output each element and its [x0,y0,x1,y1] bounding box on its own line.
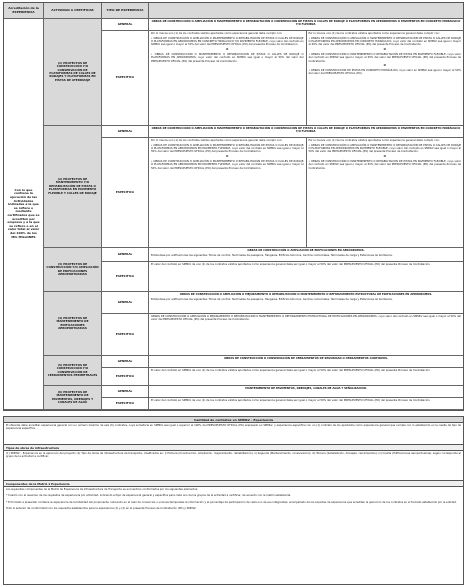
activity-cell: (3) PROYECTOS DE CONSTRUCCIÓN Y/O AMPLIACIÓN DE EDIFICACIONES AEROPORTUARIAS [44,248,102,292]
description-cell [149,126,463,138]
document-page [3,2,464,585]
description-cell [149,356,463,368]
section-components-body [3,487,464,585]
description-line: OBRAS DE CONSTRUCCIÓN O AMPLIACIÓN DE EDIFICACIONES EN AERÓDROMOS. [247,249,365,252]
tipo-cell: GENERAL [102,126,149,138]
description-line: • OBRAS DE CONSTRUCCIÓN O AMPLIACIÓN O MANTENIMIENTO O REHABILITACIÓN DE PISTAS O CALLES DE RODAJE O PLATAFORMAS EN AERÓDROMOS EN PAVIMENTO FLEXIBLE, cuyo valor del contrato en SMMLV sea igual o mayor al 50% del valor del PRESUPUESTO OFICIAL (PO) del presente Proceso de Contratación. [151,143,304,154]
description-right-column [306,138,464,247]
header-actividad: ACTIVIDAD A CERTIFICAR [44,3,102,19]
description-line: O [383,64,386,68]
tipo-cell: ESPECÍFICA [102,138,149,248]
description-line: O [383,155,386,159]
section-title: Cantidad de contratos en SMMLV – Experiencia [3,416,464,423]
tipo-cell: GENERAL [102,356,149,368]
activity-cell: (2) PROYECTOS DE MANTENIMIENTO Y/O REHABILITACIÓN DE PISTAS O PLATAFORMAS EN PAVIMENTO FLEXIBLE Y CALLES DE RODAJE [44,126,102,248]
description-line: Por lo menos uno (1) de los contratos válidos aportados como experiencia general debe cumplir con: [308,32,440,35]
description-line: O [383,48,386,52]
description-line: • OBRAS DE CONSTRUCCIÓN O MANTENIMIENTO O REHABILITACIÓN DE PISTAS EN PAVIMENTO FLEXIBLE, cuyo valor del contrato en SMMLV sea igual o mayor al 50% del valor del PRESUPUESTO OFICIAL (PO) del presente Proceso de Contratación. [308,52,461,63]
description-line: • OBRAS DE CONSTRUCCIÓN O AMPLIACIÓN O MANTENIMIENTO O REHABILITACIÓN DE PISTAS O CALLES DE RODAJE O PLATAFORMAS EN AERÓDROMOS EN CONCRETO HIDRÁULICO Y/O PAVIMENTO FLEXIBLE, cuyo valor del contrato en SMMLV sea igual o mayor al 50% del valor del PRESUPUESTO OFICIAL (PO) del presente Proceso de Contratación. [151,36,304,47]
description-line: • OBRAS DE CONSTRUCCIÓN O MANTENIMIENTO O REHABILITACIÓN DE PISTAS O CALLES DE RODAJE O PLATAFORMAS EN AERÓDROMOS, cuyo valor del contrato en SMMLV sea igual o mayor al 50% del valor del PRESUPUESTO OFICIAL (PO) del presente Proceso de Contratación. [151,52,304,63]
experience-matrix-table [3,2,464,411]
description-line: Entiéndase por edificaciones las siguientes: Torres de control, Terminales de pasajeros, Hangares, Edificios técnicos, Centros comerciales, Terminales de carga y Estaciones de bomberos. [151,297,393,301]
section-paragraph-1: El oferente debe acreditar experiencia general con un número máximo de seis (6) contratos, cuya sumatoria en SMMLV sea igual o superior al 100% del PRESUPUESTO OFICIAL (PO) expresado en SMMLV, y experiencia específica con un (1) contrato de los aportados como experiencia general que cumpla con lo establecido en la casilla de tipo de experiencia específica. [3,423,464,445]
description-line: • OBRAS DE CONSTRUCCIÓN O AMPLIACIÓN O MANTENIMIENTO O REHABILITACIÓN DE PISTAS O CALLES DE RODAJE O PLATAFORMAS EN AERÓDROMOS EN CONCRETO HIDRÁULICO, cuyo valor del contrato en SMMLV sea igual o mayor al 50% del valor del PRESUPUESTO OFICIAL (PO) del presente Proceso de Contratación. [308,36,461,47]
description-line: OBRAS DE CONSTRUCCIÓN O AMPLIACIÓN O MANTENIMIENTO O REHABILITACIÓN O CONSERVACIÓN DE PISTAS O CALLES DE RODAJE O PLATAFORMAS EN AERÓDROMOS O PAVIMENTOS EN CONCRETO HIDRÁULICO Y/O FLEXIBLE. [151,127,461,134]
description-line: Por lo menos uno (1) de los contratos válidos aportados como experiencia general debe cumplir con: [151,32,283,35]
description-cell [149,31,463,126]
description-cell [149,398,463,410]
activity-cell: (4) PROYECTOS DE MANTENIMIENTO DE EDIFICACIONES AEROPORTUARIAS [44,292,102,356]
description-line: OBRAS DE CONSTRUCCIÓN O CONSERVACIÓN DE CERRAMIENTOS DE SEGURIDAD O CERRAMIENTOS CONTINUOS. [224,357,388,360]
two-column-description [149,138,463,247]
description-line: El valor del contrato en SMMLV de uno (1) de los contratos válidos aportados como experiencia general debe ser igual o mayor al 50% del valor del PRESUPUESTO OFICIAL (PO) del presente Proceso de Contratación. [151,263,431,266]
activity-cell: (1) PROYECTOS DE CONSTRUCCIÓN Y/O CONSERVACIÓN DE PLATAFORMAS DE CALLES DE RODAJES Y PLATAFORMAS EN PISTAS DE ATERRIZAJE [44,19,102,126]
description-cell [149,262,463,292]
tipo-cell: ESPECÍFICA [102,368,149,386]
tipo-cell: GENERAL [102,386,149,398]
description-cell [149,19,463,31]
components-item-2: * El formato a presentar contiene la experiencia de la totalidad del proponente, indicando en el caso de consorcios o uniones temporales la información y el porcentaje de participación de cada uno de sus integrantes, acompañado de los soportes de experiencia que acrediten la ejecución de los contratos en el formato establecido por la entidad. [6,500,457,504]
description-line: Por lo menos uno (1) de los contratos válidos aportados como experiencia general debe cumplir con: [151,139,283,142]
description-line: El valor del contrato en SMMLV de uno (1) de los contratos válidos aportados como experiencia general debe ser igual o mayor al 50% del valor del PRESUPUESTO OFICIAL (PO) del presente Proceso de Contratación. [151,399,431,402]
section-subtitle-componentes: Componentes de la Matriz 1 Experiencia [3,481,464,487]
description-cell [149,314,463,356]
description-line: O [226,155,229,159]
activity-cell: (6) PROYECTOS DE MANTENIMIENTO DE PAVIMENTOS, DRENAJES Y CANALES DE AGUA [44,386,102,410]
components-closing: Todo lo anterior de conformidad con los requisitos establecidos para la experiencia (1) y (2) en el presente Proceso de Contratación (PO) y SMMLV. [6,506,197,510]
header-acreditacion: Acreditación de la EXPERIENCIA [4,3,44,19]
description-line: • OBRAS DE CONSTRUCCIÓN DE PISTAS EN CONCRETO HIDRÁULICO, cuyo valor en SMMLV sea igual o mayor al 50% del valor del PRESUPUESTO OFICIAL (PO). [308,69,461,76]
tipo-cell: GENERAL [102,248,149,262]
description-left-column [149,31,306,125]
description-line: OBRAS DE CONSTRUCCIÓN O AMPLIACIÓN O MEJORAMIENTO O REHABILITACIÓN O MANTENIMIENTO O REFORZAMIENTO ESTRUCTURAL DE EDIFICACIONES EN AERÓDROMOS. [179,293,433,296]
section-paragraph-2: (1) SMMLV – Experiencia en la ejecución del proyecto (1) Tipo de obras de infraestructura de transporte, clasificados en: i) Primera (Construcción, ampliación, mejoramiento, rehabilitación); ii) Segunda (Mantenimiento, conservación); iii) Tercera (Señalización, drenajes, cerramientos); iv) Cuarta (Edificaciones aeroportuarias), según corresponda al grupo de la actividad a certificar. [3,451,464,481]
description-left-column [149,138,306,247]
header-tipo: TIPO DE EXPERIENCIA [102,3,149,19]
description-line: El valor del contrato en SMMLV de uno (1) de los contratos válidos aportados como experiencia general debe ser igual o mayor al 50% del valor del PRESUPUESTO OFICIAL (PO) del presente Proceso de Contratación. [151,369,431,372]
tipo-cell: ESPECÍFICA [102,314,149,356]
description-line: MANTENIMIENTO DE PAVIMENTOS, DRENAJES, CANALES DE AGUA Y SEÑALIZACIÓN. [245,387,367,390]
components-intro: Los siguientes componentes de la Matriz de Experiencia de Infraestructura de Transporte se encuentran conformados por los siguientes elementos: [6,488,199,491]
group-cell: Con lo que contiene la ejecución de las Actividades indicadas a la que se refiere o mediante certificados que se acrediten por empresa y a la que se refiere o en el valor total al valor del 100% de los MIL MILLONES [4,19,44,410]
activity-cell: (5) PROYECTOS DE CONSTRUCCIÓN Y/O CONSERVACIÓN DE CERRAMIENTOS PERIMETRALES [44,356,102,386]
header-blank [149,3,463,19]
description-line: OBRAS DE CONSTRUCCIÓN O AMPLIACIÓN O MANTENIMIENTO O REHABILITACIÓN O CONSERVACIÓN DE PISTAS O CALLES DE RODAJE O PLATAFORMAS EN AERÓDROMOS O PAVIMENTOS EN CONCRETO HIDRÁULICO Y/O FLEXIBLE. [151,20,461,27]
two-column-description [149,31,463,125]
tipo-cell: ESPECÍFICA [102,31,149,126]
section-subtitle-tipos: Tipos de obras de infraestructura [3,445,464,451]
description-line: Entiéndase por edificaciones las siguientes: Torres de control, Terminales de pasajeros, Hangares, Edificios técnicos, Centros comerciales, Terminales de carga y Estaciones de bomberos. [151,253,393,257]
description-right-column [306,31,464,125]
description-line: • OBRAS DE CONSTRUCCIÓN O AMPLIACIÓN O MANTENIMIENTO O REHABILITACIÓN DE PISTAS O CALLES DE RODAJE O PLATAFORMAS EN AERÓDROMOS EN PAVIMENTO FLEXIBLE, cuyo valor del contrato en SMMLV sea igual o mayor al 50% del valor del PRESUPUESTO OFICIAL (PO) del presente Proceso de Contratación. [308,143,461,154]
description-cell [149,292,463,314]
description-cell [149,386,463,398]
tipo-cell: ESPECÍFICA [102,262,149,292]
description-cell [149,368,463,386]
description-line: • OBRAS DE CONSTRUCCIÓN O MANTENIMIENTO O REHABILITACIÓN DE PISTAS EN PAVIMENTO FLEXIBLE, cuyo valor del contrato en SMMLV sea igual o mayor al 50% del valor del PRESUPUESTO OFICIAL (PO) del presente Proceso de Contratación. [308,159,461,170]
description-cell [149,138,463,248]
description-line: Por lo menos uno (1) de los contratos válidos aportados como experiencia general debe cumplir con: [308,139,440,142]
tipo-cell: GENERAL [102,292,149,314]
description-line: O [226,48,229,52]
components-item-1: * Cuadro con el resumen de los requisitos de experiencia por actividad, indicando el tipo de experiencia general y específica para cada uno de los grupos de la actividad a certificar, de acuerdo con la matriz establecida. [6,494,292,498]
description-cell [149,248,463,262]
tipo-cell: GENERAL [102,19,149,31]
tipo-cell: ESPECÍFICA [102,398,149,410]
description-line: OBRAS DE CONSTRUCCIÓN O AMPLIACIÓN O MEJORAMIENTO O REHABILITACIÓN O MANTENIMIENTO O REFORZAMIENTO ESTRUCTURAL DE EDIFICACIONES EN AERÓDROMOS, cuyo valor del contrato en SMMLV sea igual o mayor al 50% del valor del PRESUPUESTO OFICIAL (PO) del presente Proceso de Contratación. [151,315,461,322]
description-line: • OBRAS DE CONSTRUCCIÓN O AMPLIACIÓN O MANTENIMIENTO O REHABILITACIÓN DE PISTAS O CALLES DE RODAJE O PLATAFORMAS EN AERÓDROMOS EN PAVIMENTO FLEXIBLE, cuyo valor del contrato en SMMLV sea igual o mayor al 50% del valor del PRESUPUESTO OFICIAL (PO) del presente Proceso de Contratación. [151,159,304,170]
